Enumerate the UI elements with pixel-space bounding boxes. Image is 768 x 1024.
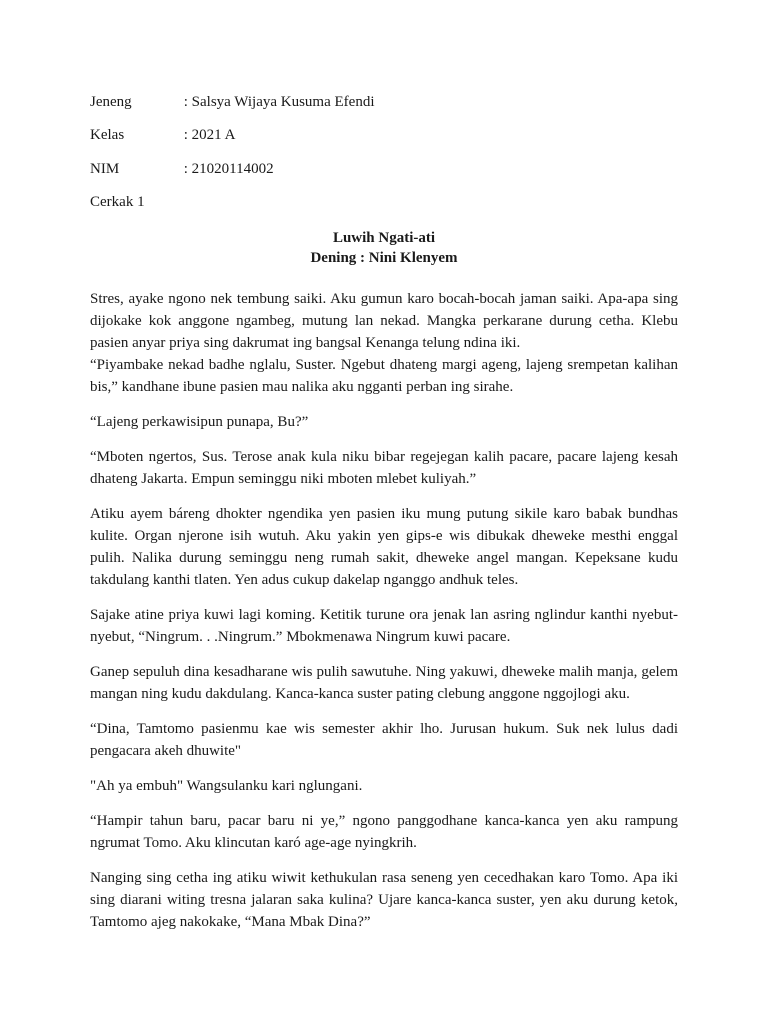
paragraph: Ganep sepuluh dina kesadharane wis pulih sawutuhe. Ning yakuwi, dheweke malih manja, gelem mangan ning kudu dakdulang. Kanca-kanca suster pating clebung anggone nggojlogi aku. [90, 664, 678, 702]
paragraph: “Hampir tahun baru, pacar baru ni ye,” ngono panggodhane kanca-kanca yen aku rampung ngrumat Tomo. Aku klincutan karó age-age nyingkrih. [90, 813, 678, 851]
nim-value: : 21020114002 [183, 161, 274, 177]
class-label: Kelas [90, 127, 125, 143]
paragraph: “Lajeng perkawisipun punapa, Bu?” [90, 414, 309, 430]
paragraph: “Mboten ngertos, Sus. Terose anak kula niku bibar regejegan kalih pacare, pacare lajeng kesah dhateng Jakarta. Empun seminggu niki mboten mlebet kuliyah.” [90, 449, 678, 487]
paragraph: Atiku ayem báreng dhokter ngendika yen pasien iku mung putung sikile karo babak bundhas kulite. Organ njerone isih wutuh. Aku yakin yen gips-e wis dibukak dheweke mesthi enggal pulih. Nalika durung seminggu neng rumah sakit, dheweke angel mangan. Kepeksane kudu takdulang kanthi tlaten. Yen adus cukup dakelap nganggo andhuk teles. [90, 506, 678, 588]
paragraph: “Dina, Tamtomo pasienmu kae wis semester akhir lho. Jurusan hukum. Suk nek lulus dadi pengacara akeh dhuwite" [90, 721, 678, 759]
story-body [90, 288, 678, 933]
class-field-row [90, 125, 235, 145]
section-label: Cerkak 1 [90, 194, 145, 210]
nim-label: NIM [90, 161, 120, 177]
class-value: : 2021 A [183, 127, 236, 143]
name-field-row [90, 92, 375, 112]
name-value: : Salsya Wijaya Kusuma Efendi [183, 94, 375, 110]
paragraph: “Piyambake nekad badhe nglalu, Suster. Ngebut dhateng margi ageng, lajeng srempetan kalihan bis,” kandhane ibune pasien mau nalika aku ngganti perban ing sirahe. [90, 357, 678, 395]
paragraph: "Ah ya embuh" Wangsulanku kari nglungani. [90, 778, 363, 794]
paragraph: Sajake atine priya kuwi lagi koming. Ketitik turune ora jenak lan asring nglindur kanthi nyebut-nyebut, “Ningrum. . .Ningrum.” Mbokmenawa Ningrum kuwi pacare. [90, 607, 678, 645]
name-label: Jeneng [90, 94, 132, 110]
story-title: Luwih Ngati-ati [332, 230, 436, 246]
story-author: Dening : Nini Klenyem [310, 250, 458, 266]
paragraph: Nanging sing cetha ing atiku wiwit kethukulan rasa seneng yen cecedhakan karo Tomo. Apa iki sing diarani witing tresna jalaran saka kulina? Ujare kanca-kanca suster, yen aku durung ketok, Tamtomo ajeg nakokake, “Mana Mbak Dina?” [90, 870, 678, 930]
paragraph: Stres, ayake ngono nek tembung saiki. Aku gumun karo bocah-bocah jaman saiki. Apa-apa sing dijokake kok anggone ngambeg, mutung lan nekad. Mangka perkarane durung cetha. Klebu pasien anyar priya sing dakrumat ing bangsal Kenanga telung ndina iki. [90, 291, 678, 351]
nim-field-row [90, 159, 274, 179]
